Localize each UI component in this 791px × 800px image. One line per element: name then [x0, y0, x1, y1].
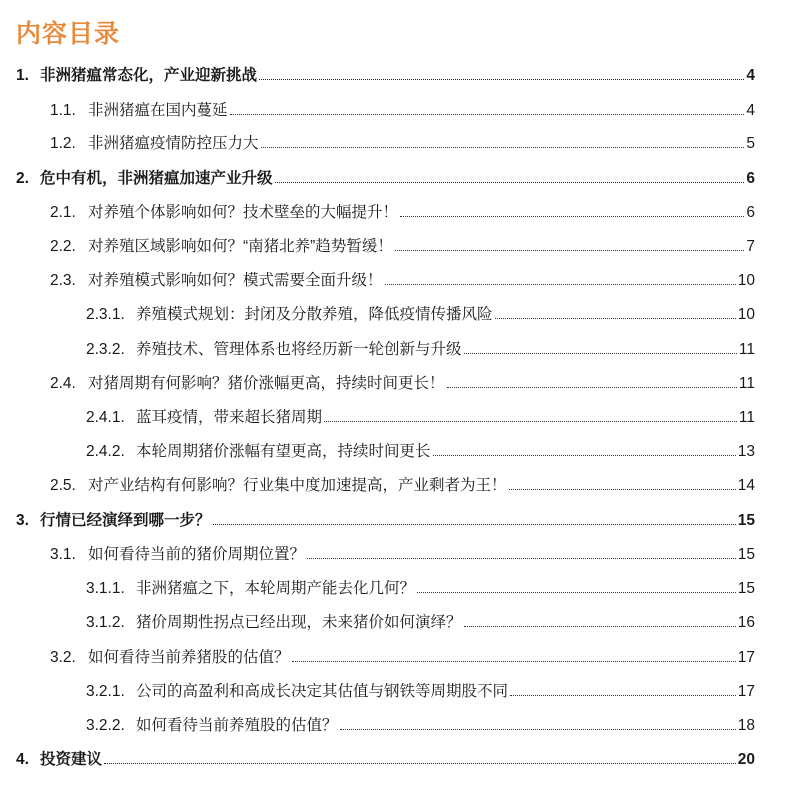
dot-leader: [464, 353, 737, 354]
toc-entry[interactable]: [50, 129, 755, 153]
toc-entry-page: 7: [746, 238, 755, 255]
dot-leader: [261, 147, 745, 148]
toc-entry[interactable]: [86, 711, 755, 735]
toc-entry-page: 13: [737, 443, 755, 460]
toc-entry-number: 2.4.1.: [86, 409, 125, 426]
toc-entry-page: 18: [737, 717, 755, 734]
toc-entry[interactable]: [50, 540, 755, 564]
toc-entry-title: 投资建议: [40, 751, 103, 768]
toc-entry[interactable]: [86, 403, 755, 427]
toc-entry-title: 如何看待当前的猪价周期位置？: [88, 546, 306, 563]
dot-leader: [400, 216, 744, 217]
toc-entry-page: 6: [746, 204, 755, 221]
toc-entry-number: 2.3.: [50, 272, 76, 289]
toc-entry[interactable]: [50, 96, 755, 120]
toc-entry[interactable]: [50, 198, 755, 222]
toc-entry[interactable]: [86, 335, 755, 359]
toc-entry-title: 对猪周期有何影响？猪价涨幅更高，持续时间更长！: [88, 375, 445, 392]
dot-leader: [292, 661, 736, 662]
toc-entry-page: 17: [737, 649, 755, 666]
toc-entry-title: 非洲猪瘟之下，本轮周期产能去化几何？: [136, 580, 416, 597]
toc-entry-page: 11: [738, 375, 755, 392]
toc-entry[interactable]: [50, 369, 755, 393]
toc-entry-number: 2.3.2.: [86, 341, 125, 358]
toc-entry-title: 对养殖个体影响如何？技术壁垒的大幅提升！: [88, 204, 399, 221]
toc-entry-page: 4: [746, 67, 755, 84]
dot-leader: [509, 489, 736, 490]
toc-entry-page: 11: [738, 341, 755, 358]
toc-entry-number: 2.: [16, 170, 29, 187]
toc-entry-title: 如何看待当前养猪股的估值？: [88, 649, 290, 666]
toc-entry-number: 3.1.: [50, 546, 76, 563]
toc-entry-page: 15: [737, 512, 755, 529]
dot-leader: [324, 421, 737, 422]
toc-entry-page: 15: [737, 546, 755, 563]
toc-entry-number: 1.2.: [50, 135, 76, 152]
toc-entry-title: 本轮周期猪价涨幅有望更高，持续时间更长: [136, 443, 431, 460]
dot-leader: [230, 114, 745, 115]
toc-entry[interactable]: [16, 745, 755, 769]
toc-entry[interactable]: [86, 677, 755, 701]
toc-entry[interactable]: [86, 608, 755, 632]
toc-entry[interactable]: [16, 164, 755, 188]
dot-leader: [495, 318, 736, 319]
toc-entry-number: 3.1.2.: [86, 614, 125, 631]
toc-entry-title: 对养殖模式影响如何？模式需要全面升级！: [88, 272, 383, 289]
dot-leader: [275, 182, 745, 183]
toc-entry-number: 2.1.: [50, 204, 76, 221]
dot-leader: [340, 729, 736, 730]
toc-entry[interactable]: [16, 506, 755, 530]
toc-entry-number: 3.2.2.: [86, 717, 125, 734]
toc-entry-page: 14: [737, 477, 755, 494]
toc-entry[interactable]: [50, 643, 755, 667]
toc-entry-title: 对产业结构有何影响？行业集中度加速提高，产业剩者为王！: [88, 477, 507, 494]
toc-entry[interactable]: [86, 300, 755, 324]
dot-leader: [447, 387, 737, 388]
toc-entry-title: 行情已经演绎到哪一步？: [40, 512, 211, 529]
toc-entry[interactable]: [50, 471, 755, 495]
toc-entry-page: 10: [737, 306, 755, 323]
toc-entry-title: 危中有机，非洲猪瘟加速产业升级: [40, 170, 273, 187]
toc-entry-number: 2.2.: [50, 238, 76, 255]
dot-leader: [213, 524, 736, 525]
dot-leader: [510, 695, 736, 696]
toc-entry-number: 4.: [16, 751, 29, 768]
toc-entry-title: 养殖技术、管理体系也将经历新一轮创新与升级: [136, 341, 462, 358]
toc-entry-number: 3.2.: [50, 649, 76, 666]
toc-entry-number: 3.1.1.: [86, 580, 125, 597]
toc-entry-title: 猪价周期性拐点已经出现，未来猪价如何演绎？: [136, 614, 462, 631]
toc-entry[interactable]: [50, 232, 755, 256]
toc-entry[interactable]: [86, 437, 755, 461]
toc-entry-title: 非洲猪瘟在国内蔓延: [88, 102, 228, 119]
toc-entry[interactable]: [16, 61, 755, 85]
toc-entry-title: 非洲猪瘟常态化，产业迎新挑战: [40, 67, 258, 84]
dot-leader: [395, 250, 745, 251]
dot-leader: [417, 592, 736, 593]
toc-entry-number: 2.5.: [50, 477, 76, 494]
dot-leader: [433, 455, 736, 456]
dot-leader: [464, 626, 736, 627]
toc-entry-title: 非洲猪瘟疫情防控压力大: [88, 135, 259, 152]
toc-entry[interactable]: [50, 266, 755, 290]
toc-entry-number: 2.4.: [50, 375, 76, 392]
dot-leader: [104, 763, 736, 764]
toc-entry-number: 1.1.: [50, 102, 76, 119]
toc-heading: 内容目录: [16, 20, 121, 48]
toc-entry-number: 2.4.2.: [86, 443, 125, 460]
toc-entry[interactable]: [86, 574, 755, 598]
toc-entry-page: 17: [737, 683, 755, 700]
toc-entry-title: 蓝耳疫情，带来超长猪周期: [136, 409, 323, 426]
toc-entry-number: 1.: [16, 67, 29, 84]
toc-entry-number: 3.: [16, 512, 29, 529]
toc-entry-title: 对养殖区域影响如何？“南猪北养”趋势暂缓！: [88, 238, 393, 255]
toc-entry-number: 2.3.1.: [86, 306, 125, 323]
toc-entry-page: 20: [737, 751, 755, 768]
toc-entry-page: 16: [737, 614, 755, 631]
dot-leader: [307, 558, 736, 559]
toc-entry-page: 15: [737, 580, 755, 597]
toc-entry-page: 5: [746, 135, 755, 152]
toc-entry-page: 10: [737, 272, 755, 289]
toc-entry-page: 4: [746, 102, 755, 119]
toc-entry-title: 公司的高盈利和高成长决定其估值与钢铁等周期股不同: [136, 683, 509, 700]
toc-entry-number: 3.2.1.: [86, 683, 125, 700]
toc-entry-page: 6: [746, 170, 755, 187]
dot-leader: [259, 79, 744, 80]
toc-entry-title: 如何看待当前养殖股的估值？: [136, 717, 338, 734]
toc-entry-page: 11: [738, 409, 755, 426]
toc-entry-title: 养殖模式规划：封闭及分散养殖，降低疫情传播风险: [136, 306, 493, 323]
dot-leader: [385, 284, 736, 285]
